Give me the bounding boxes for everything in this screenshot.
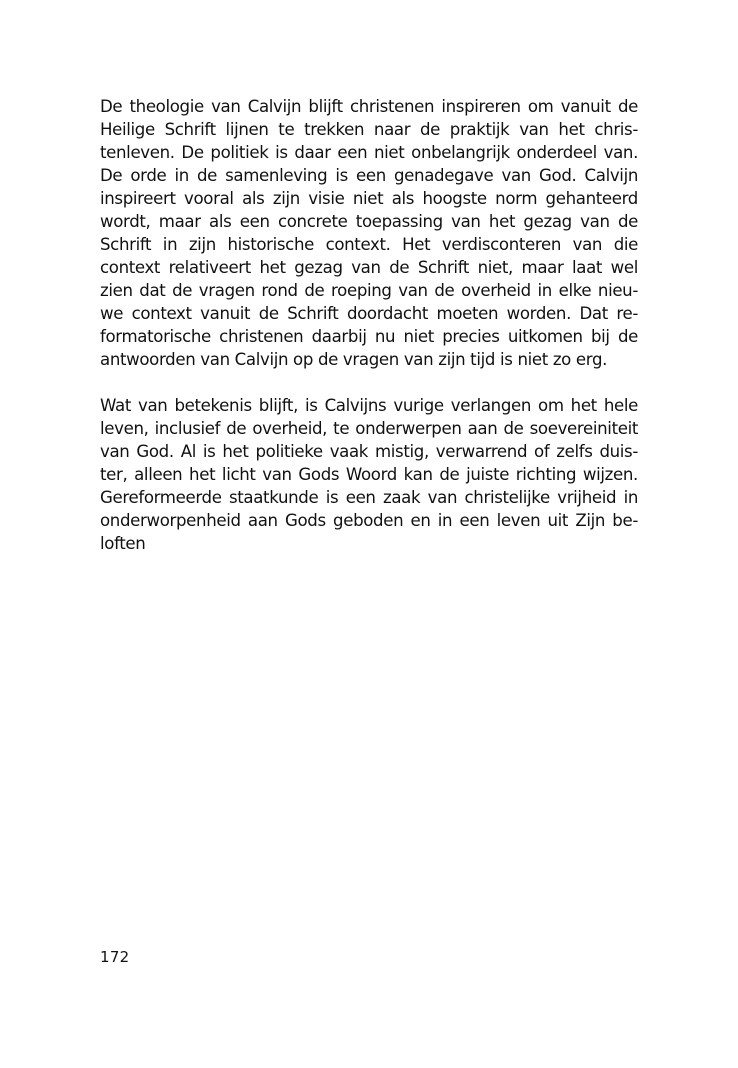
text-line: wordt, maar als een concrete toepassing van het gezag van de [100, 212, 638, 231]
paragraph-2 [100, 394, 638, 555]
text-line: De orde in de samenleving is een genadegave van God. Calvijn [100, 166, 638, 185]
text-line: onderworpenheid aan Gods geboden en in een leven uit Zijn be- [100, 511, 638, 530]
text-line: tenleven. De politiek is daar een niet onbelangrijk onderdeel van. [100, 143, 638, 162]
text-line: Heilige Schrift lijnen te trekken naar de praktijk van het chris- [100, 120, 638, 139]
paragraph-1 [100, 95, 638, 371]
text-line: De theologie van Calvijn blijft christenen inspireren om vanuit de [100, 97, 638, 116]
text-line: inspireert vooral als zijn visie niet als hoogste norm gehanteerd [100, 189, 638, 208]
text-line: loften [100, 534, 146, 553]
text-line: zien dat de vragen rond de roeping van de overheid in elke nieu- [100, 281, 638, 300]
text-line: formatorische christenen daarbij nu niet precies uitkomen bij de [100, 327, 638, 346]
text-line: leven, inclusief de overheid, te onderwerpen aan de soevereiniteit [100, 419, 638, 438]
text-line: we context vanuit de Schrift doordacht moeten worden. Dat re- [100, 304, 638, 323]
text-line: Wat van betekenis blijft, is Calvijns vurige verlangen om het hele [100, 396, 638, 415]
text-line: antwoorden van Calvijn op de vragen van zijn tijd is niet zo erg. [100, 350, 608, 369]
text-line: context relativeert het gezag van de Schrift niet, maar laat wel [100, 258, 638, 277]
page-body [100, 95, 638, 555]
text-line: van God. Al is het politieke vaak mistig, verwarrend of zelfs duis- [100, 442, 638, 461]
text-line: Gereformeerde staatkunde is een zaak van christelijke vrijheid in [100, 488, 638, 507]
text-line: ter, alleen het licht van Gods Woord kan de juiste richting wijzen. [100, 465, 638, 484]
page-number: 172 [100, 948, 130, 966]
text-line: Schrift in zijn historische context. Het verdisconteren van die [100, 235, 638, 254]
